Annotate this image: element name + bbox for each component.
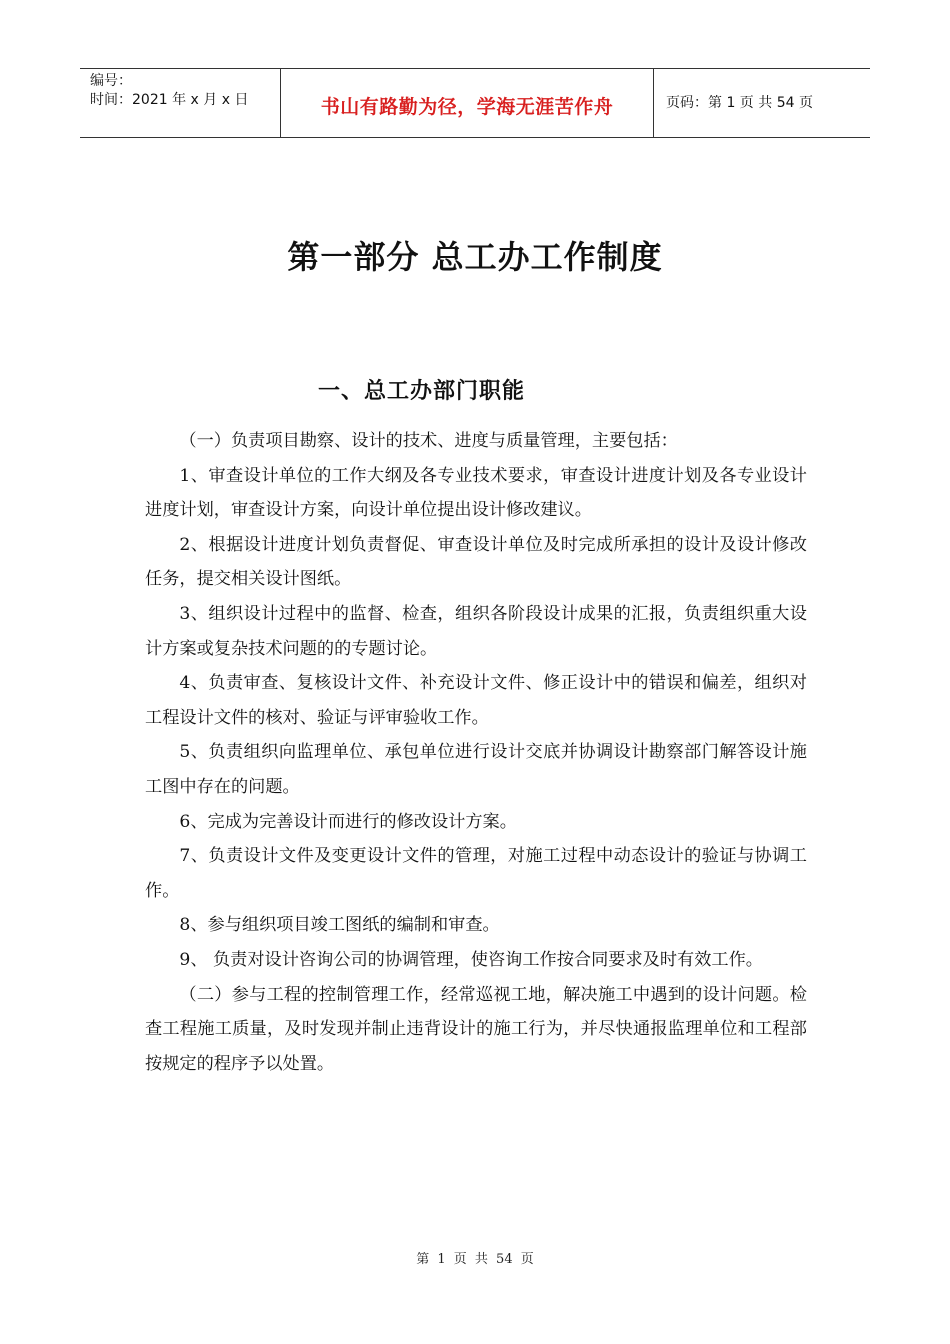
time-label: 时间：2021 年 x 月 x 日 (90, 92, 249, 108)
paragraph: 2、根据设计进度计划负责督促、审查设计单位及时完成所承担的设计及设计修改任务，提交相关设计图纸。 (145, 534, 807, 590)
paragraph: 1、审查设计单位的工作大纲及各专业技术要求，审查设计进度计划及各专业设计进度计划，审查设计方案，向设计单位提出设计修改建议。 (145, 465, 807, 521)
header-motto-cell (281, 69, 654, 137)
motto-text: 书山有路勤为径，学海无涯苦作舟 (320, 95, 614, 118)
page-info: 页码：第 1 页 共 54 页 (666, 95, 813, 111)
header-page-cell (654, 69, 870, 137)
paragraph: （一）负责项目勘察、设计的技术、进度与质量管理，主要包括： (179, 431, 678, 451)
paragraph: 3、组织设计过程中的监督、检查，组织各阶段设计成果的汇报，负责组织重大设计方案或复杂技术问题的的专题讨论。 (145, 603, 807, 659)
page-title: 第一部分 总工办工作制度 (287, 238, 663, 276)
section-heading: 一、总工办部门职能 (318, 379, 526, 404)
page-footer: 第 1 页 共 54 页 (416, 1252, 534, 1267)
paragraph: 4、负责审查、复核设计文件、补充设计文件、修正设计中的错误和偏差，组织对工程设计文件的核对、验证与评审验收工作。 (145, 673, 807, 728)
paragraph: 5、负责组织向监理单位、承包单位进行设计交底并协调设计勘察部门解答设计施工图中存在的问题。 (145, 742, 807, 797)
number-label: 编号： (90, 73, 132, 89)
paragraph: 9、 负责对设计咨询公司的协调管理，使咨询工作按合同要求及时有效工作。 (179, 949, 763, 970)
paragraph: 8、参与组织项目竣工图纸的编制和审查。 (179, 915, 500, 936)
document-header (80, 68, 870, 138)
body-content (145, 424, 807, 1081)
paragraph: （二）参与工程的控制管理工作，经常巡视工地，解决施工中遇到的设计问题。检查工程施工质量，及时发现并制止违背设计的施工行为，并尽快通报监理单位和工程部按规定的程序予以处置。 (145, 984, 807, 1074)
header-meta-cell (80, 69, 281, 137)
paragraph: 6、完成为完善设计而进行的修改设计方案。 (179, 811, 517, 832)
paragraph: 7、负责设计文件及变更设计文件的管理，对施工过程中动态设计的验证与协调工作。 (145, 846, 807, 901)
